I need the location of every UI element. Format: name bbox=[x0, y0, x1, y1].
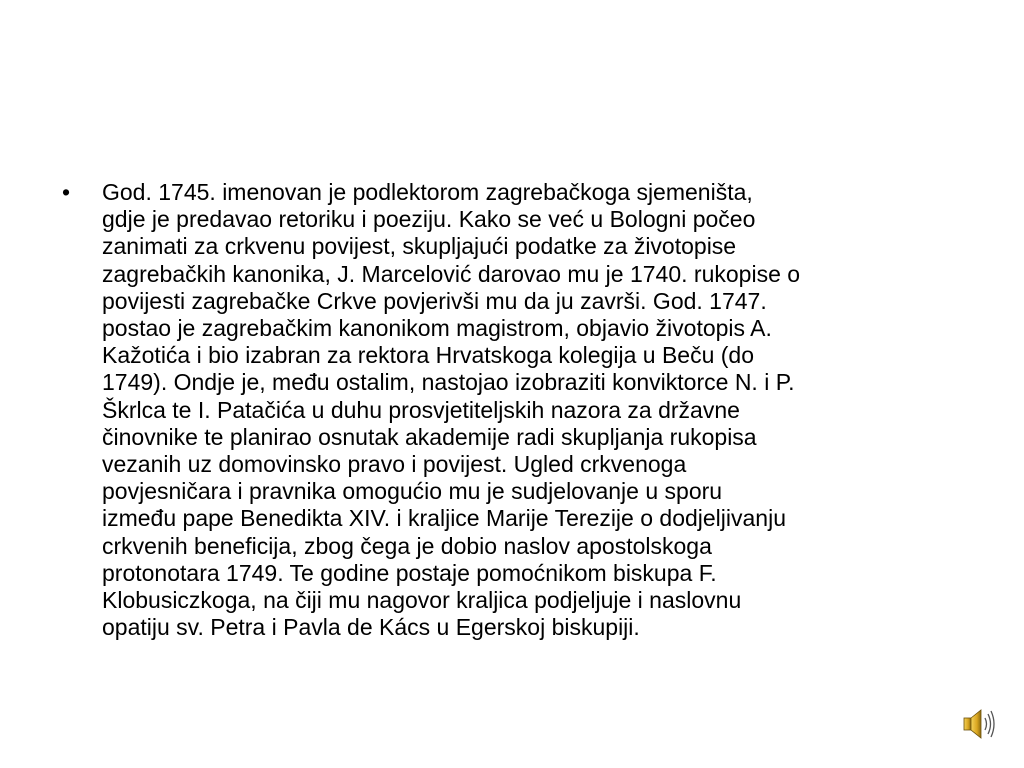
bullet-symbol: • bbox=[62, 179, 71, 205]
speaker-icon-graphic bbox=[958, 704, 998, 744]
speaker-icon[interactable] bbox=[958, 704, 998, 744]
bullet-paragraph: God. 1745. imenovan je podlektorom zagrebačkoga sjemeništa, gdje je predavao retoriku i poeziju. Kako se već u Bologni počeo zanimati za crkvenu povijest, skupljajući podatke za životopise zagrebačkih kanonika, J. Marcelović darovao mu je 1740. rukopise o povijesti zagrebačke Crkve povjerivši mu da ju završi. God. 1747. postao je zagrebačkim kanonikom magistrom, objavio životopis A. Kažotića i bio izabran za rektora Hrvatskoga kolegija u Beču (do 1749). Ondje je, među ostalim, nastojao izobraziti konviktorce N. i P. Škrlca te I. Patačića u duhu prosvjetiteljskih nazora za državne činovnike te planirao osnutak akademije radi skupljanja rukopisa vezanih uz domovinsko pravo i povijest. Ugled crkvenoga povjesničara i pravnika omogućio mu je sudjelovanje u sporu između pape Benedikta XIV. i kraljice Marije Terezije o dodjeljivanju crkvenih beneficija, zbog čega je dobio naslov apostolskoga protonotara 1749. Te godine postaje pomoćnikom biskupa F. Klobusiczkoga, na čiji mu nagovor kraljica podjeljuje i naslovnu opatiju sv. Petra i Pavla de Kács u Egerskoj biskupiji. bbox=[102, 179, 801, 641]
slide-body bbox=[62, 179, 974, 641]
bullet-item bbox=[62, 179, 974, 641]
